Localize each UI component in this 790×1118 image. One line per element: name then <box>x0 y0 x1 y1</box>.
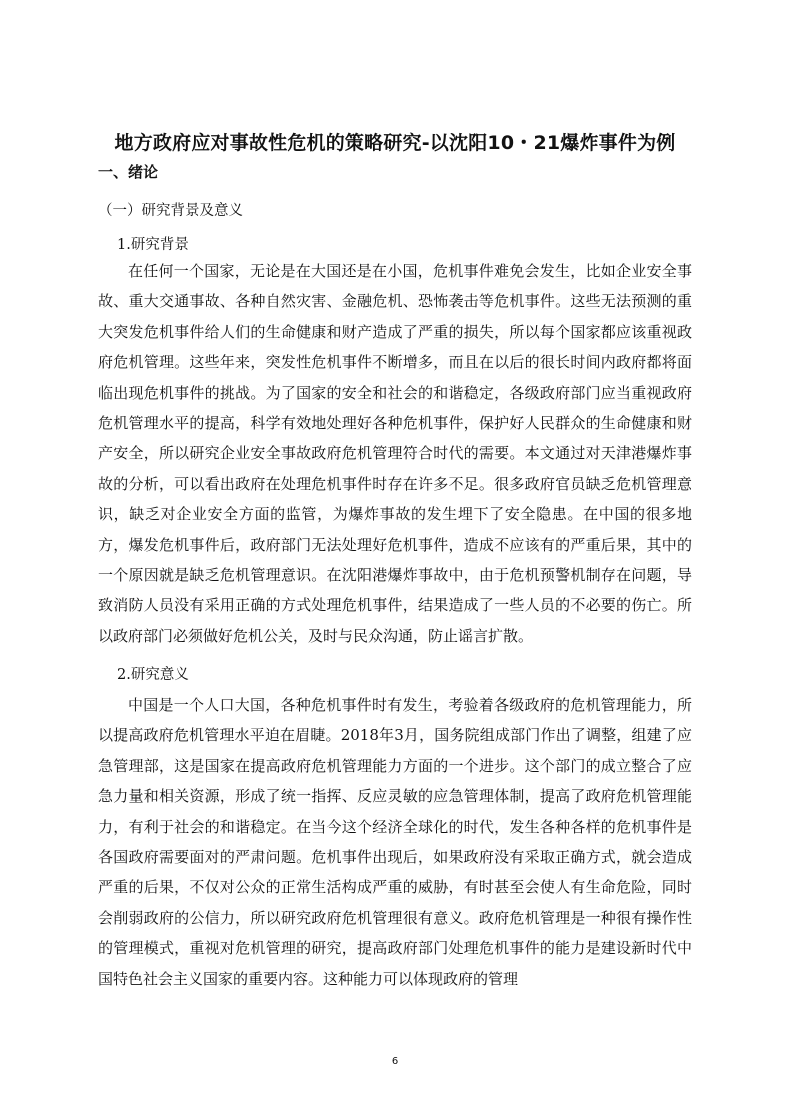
page-number: 6 <box>391 1056 399 1067</box>
subsection-heading-background: 1.研究背景 <box>117 237 189 253</box>
subsection-heading-significance: 2.研究意义 <box>117 667 189 683</box>
document-title: 地方政府应对事故性危机的策略研究-以沈阳10・21爆炸事件为例 <box>114 132 676 154</box>
paragraph-background: 在任何一个国家，无论是在大国还是在小国，危机事件难免会发生，比如企业安全事故、重大交通事故、各种自然灾害、金融危机、恐怖袭击等危机事件。这些无法预测的重大突发危机事件给人们的生命健康和财产造成了严重的损失，所以每个国家都应该重视政府危机管理。这些年来，突发性危机事件不断增多，而且在以后的很长时间内政府都将面临出现危机事件的挑战。为了国家的安全和社会的和谐稳定，各级政府部门应当重视政府危机管理水平的提高，科学有效地处理好各种危机事件，保护好人民群众的生命健康和财产安全，所以研究企业安全事故政府危机管理符合时代的需要。本文通过对天津港爆炸事故的分析，可以看出政府在处理危机事件时存在许多不足。很多政府官员缺乏危机管理意识，缺乏对企业安全方面的监管，为爆炸事故的发生埋下了安全隐患。在中国的很多地方，爆发危机事件后，政府部门无法处理好危机事件，造成不应该有的严重后果，其中的一个原因就是缺乏危机管理意识。在沈阳港爆炸事故中，由于危机预警机制存在问题，导致消防人员没有采用正确的方式处理危机事件，结果造成了一些人员的不必要的伤亡。所以政府部门必须做好危机公关，及时与民众沟通，防止谣言扩散。 <box>98 262 692 645</box>
section-heading: （一）研究背景及意义 <box>98 203 243 219</box>
chapter-heading: 一、绪论 <box>98 163 159 181</box>
paragraph-significance: 中国是一个人口大国，各种危机事件时有发生，考验着各级政府的危机管理能力，所以提高政府危机管理水平迫在眉睫。2018年3月，国务院组成部门作出了调整，组建了应急管理部，这是国家在提高政府危机管理能力方面的一个进步。这个部门的成立整合了应急力量和相关资源，形成了统一指挥、反应灵敏的应急管理体制，提高了政府危机管理能力，有利于社会的和谐稳定。在当今这个经济全球化的时代，发生各种各样的危机事件是各国政府需要面对的严肃问题。危机事件出现后，如果政府没有采取正确方式，就会造成严重的后果，不仅对公众的正常生活构成严重的威胁，有时甚至会使人有生命危险，同时会削弱政府的公信力，所以研究政府危机管理很有意义。政府危机管理是一种很有操作性的管理模式，重视对危机管理的研究，提高政府部门处理危机事件的能力是建设新时代中国特色社会主义国家的重要内容。这种能力可以体现政府的管理 <box>98 696 692 988</box>
